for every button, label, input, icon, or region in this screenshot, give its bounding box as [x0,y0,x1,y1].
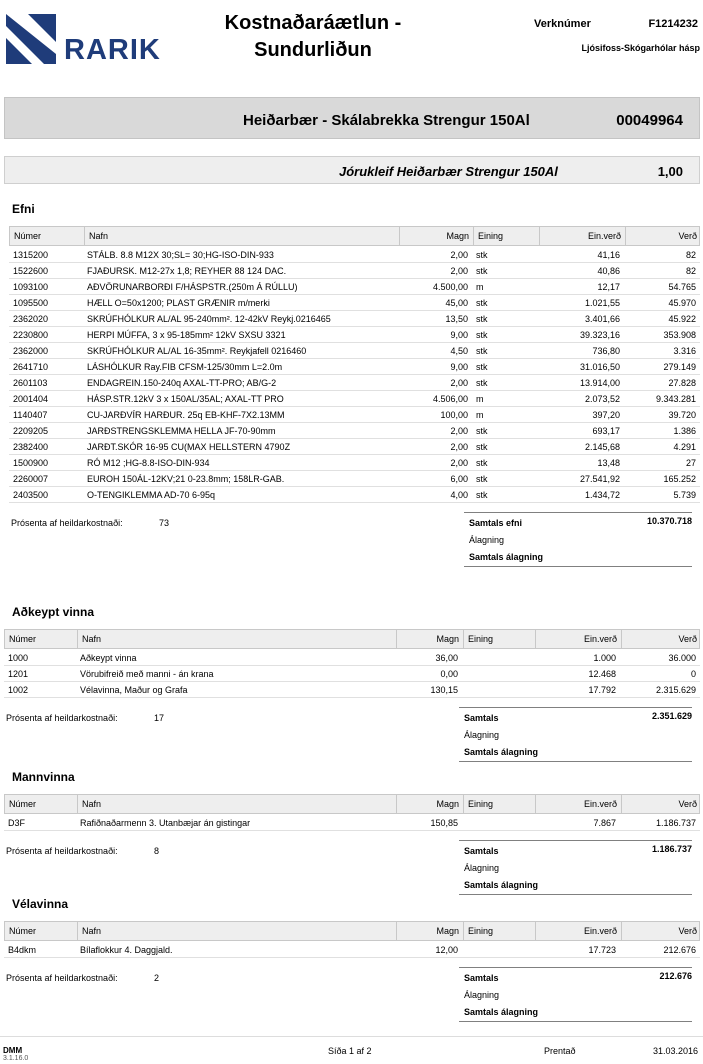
table-cell: 4.506,00 [432,394,468,404]
table-cell: 27.828 [668,378,696,388]
velavinna-total-line-bottom [459,1021,692,1022]
efni-samtals-alagning-label: Samtals álagning [469,552,544,562]
table-cell: 212.676 [663,945,696,955]
column-header: Númer [14,231,42,241]
table-cell: 2.145,68 [584,442,620,452]
table-cell: 1002 [8,685,29,695]
subproject-band-title: Jórukleif Heiðarbær Strengur 150Al [339,164,558,179]
table-cell: Vörubifreið með manni - án krana [80,669,214,679]
document-title [208,10,418,64]
table-cell: STÁLB. 8.8 M12X 30;SL= 30;HG-ISO-DIN-933 [87,250,274,260]
column-header: Magn [396,922,463,940]
table-cell: 39.720 [668,410,696,420]
mannvinna-percent-label: Prósenta af heildarkostnaði: [6,846,118,856]
efni-total-line-bottom [464,566,692,567]
table-cell: 2382400 [13,442,49,452]
adkeypt-total-line [459,707,692,708]
column-header: Númer [9,634,37,644]
table-cell: 41,16 [597,250,620,260]
adkeypt-percent-value: 17 [154,713,165,723]
project-band [4,97,700,139]
table-cell: 1522600 [13,266,49,276]
table-cell: 45.922 [668,314,696,324]
mannvinna-total-line-bottom [459,894,692,895]
mannvinna-total-value: 1.186.737 [651,844,692,854]
column-header: Númer [9,926,37,936]
adkeypt-total-value: 2.351.629 [651,711,692,721]
table-cell: stk [476,250,488,260]
adkeypt-samtals-alagning-label: Samtals álagning [464,747,539,757]
table-cell: stk [476,346,488,356]
table-cell: stk [476,458,488,468]
table-row [9,456,700,471]
table-cell: 82 [685,250,696,260]
column-header: Nafn [77,630,396,648]
table-cell: 45,00 [445,298,468,308]
table-cell: stk [476,378,488,388]
efni-total-line [464,512,692,513]
adkeypt-section-title: Aðkeypt vinna [12,605,95,619]
footer-page: Síða 1 af 2 [328,1046,372,1056]
column-header: Eining [463,630,535,648]
table-cell: HERPI MÚFFA, 3 x 95-185mm² 12kV SXSU 3321 [87,330,286,340]
table-cell: 4.291 [673,442,696,452]
table-cell: 1093100 [13,282,49,292]
table-cell: 1500900 [13,458,49,468]
mannvinna-percent-value: 8 [154,846,160,856]
table-cell: 17.723 [588,945,616,955]
table-cell: 4.500,00 [432,282,468,292]
table-cell: 1.000 [593,653,616,663]
velavinna-total-label: Samtals [464,973,499,983]
table-cell: 45.970 [668,298,696,308]
mannvinna-samtals-alagning-label: Samtals álagning [464,880,539,890]
table-cell: 130,15 [430,685,458,695]
table-row [4,943,700,958]
table-cell: D3F [8,818,26,828]
table-cell: Vélavinna, Maður og Grafa [80,685,188,695]
table-cell: 12,00 [435,945,458,955]
table-cell: 1.186.737 [655,818,696,828]
table-row [9,344,700,359]
table-cell: 150,85 [430,818,458,828]
velavinna-total-value: 212.676 [659,971,692,981]
table-cell: ENDAGREIN.150-240q AXAL-TT-PRO; AB/G-2 [87,378,277,388]
table-cell: 2,00 [450,426,468,436]
table-cell: 1.021,55 [584,298,620,308]
efni-table-header [9,226,700,246]
column-header: Magn [399,227,473,245]
table-cell: JARÐT.SKÓR 16-95 CU(MAX HELLSTERN 4790Z [87,442,291,452]
table-row [9,360,700,375]
table-cell: 2,00 [450,266,468,276]
table-cell: m [476,410,484,420]
column-header: Ein.verð [539,227,625,245]
table-cell: 2403500 [13,490,49,500]
table-row [9,472,700,487]
mannvinna-alagning-label: Álagning [464,863,500,873]
table-cell: 9,00 [450,330,468,340]
column-header: Eining [463,922,535,940]
column-header: Verð [621,795,701,813]
table-cell: 4,50 [450,346,468,356]
table-row [9,408,700,423]
table-cell: 2,00 [450,458,468,468]
column-header: Númer [9,799,37,809]
footer-dmm: DMM [3,1046,23,1055]
table-row [9,376,700,391]
velavinna-table-header [4,921,700,941]
table-cell: SKRÚFHÓLKUR AL/AL 16-35mm². Reykjafell 0216460 [87,346,307,356]
adkeypt-table-header [4,629,700,649]
table-cell: EUROH 150ÁL-12KV;21 0-23.8mm; 158LR-GAB. [87,474,285,484]
table-cell: stk [476,330,488,340]
table-cell: 36,00 [435,653,458,663]
table-cell: stk [476,362,488,372]
table-cell: 7.867 [593,818,616,828]
column-header: Nafn [77,795,396,813]
table-cell: stk [476,314,488,324]
table-cell: 13,48 [597,458,620,468]
table-row [4,816,700,831]
rarik-logo [6,14,176,66]
table-cell: 2001404 [13,394,49,404]
column-header: Ein.verð [535,795,621,813]
column-header: Verð [621,922,701,940]
table-cell: 5.739 [673,490,696,500]
table-row [9,488,700,503]
velavinna-percent-value: 2 [154,973,160,983]
project-band-number: 00049964 [616,112,683,129]
column-header: Nafn [77,922,396,940]
table-cell: RÓ M12 ;HG-8.8-ISO-DIN-934 [87,458,210,468]
verknumer-label: Verknúmer [534,18,591,30]
table-cell: B4dkm [8,945,37,955]
table-cell: Bílaflokkur 4. Daggjald. [80,945,173,955]
mannvinna-total-label: Samtals [464,846,499,856]
column-header: Eining [473,227,539,245]
table-cell: 6,00 [450,474,468,484]
table-cell: 353.908 [663,330,696,340]
table-cell: 13.914,00 [579,378,620,388]
table-cell: 3.401,66 [584,314,620,324]
efni-total-value: 10.370.718 [646,516,692,526]
table-cell: stk [476,426,488,436]
table-cell: 82 [685,266,696,276]
table-cell: 54.765 [668,282,696,292]
column-header: Magn [396,630,463,648]
table-row [9,312,700,327]
project-name: Ljósifoss-Skógarhólar hásp [581,43,700,53]
adkeypt-alagning-label: Álagning [464,730,500,740]
table-row [4,683,700,698]
efni-total-label: Samtals efni [469,518,523,528]
velavinna-total-line [459,967,692,968]
table-cell: 2641710 [13,362,49,372]
table-cell: 3.316 [673,346,696,356]
table-cell: 31.016,50 [579,362,620,372]
table-cell: 736,80 [592,346,620,356]
table-cell: m [476,394,484,404]
table-cell: Aðkeypt vinna [80,653,137,663]
table-row [9,440,700,455]
table-cell: 693,17 [592,426,620,436]
table-cell: 279.149 [663,362,696,372]
document-title-line2: Sundurliðun [254,39,372,61]
table-cell: m [476,282,484,292]
table-row [9,280,700,295]
table-cell: 165.252 [663,474,696,484]
table-cell: stk [476,298,488,308]
table-cell: CU-JARÐVÍR HARÐUR. 25q EB-KHF-7X2.13MM [87,410,285,420]
footer-divider [0,1036,703,1037]
table-cell: 27.541,92 [579,474,620,484]
table-cell: stk [476,266,488,276]
velavinna-samtals-alagning-label: Samtals álagning [464,1007,539,1017]
table-cell: SKRÚFHÓLKUR AL/AL 95-240mm². 12-42kV Reykj.0216465 [87,314,331,324]
table-row [9,392,700,407]
table-cell: 2,00 [450,250,468,260]
table-cell: O-TENGIKLEMMA AD-70 6-95q [87,490,216,500]
table-cell: 27 [685,458,696,468]
verknumer-value: F1214232 [648,18,698,30]
table-cell: LÁSHÓLKUR Ray.FIB CFSM-125/30mm L=2.0m [87,362,283,372]
table-cell: 12,17 [597,282,620,292]
table-cell: 1095500 [13,298,49,308]
project-band-title: Heiðarbær - Skálabrekka Strengur 150Al [243,112,530,129]
table-cell: Rafiðnaðarmenn 3. Utanbæjar án gistingar [80,818,251,828]
table-cell [462,667,534,682]
adkeypt-percent-label: Prósenta af heildarkostnaði: [6,713,118,723]
table-cell: 2,00 [450,442,468,452]
table-cell: 40,86 [597,266,620,276]
efni-percent-value: 73 [159,518,170,528]
footer-date: 31.03.2016 [652,1046,698,1056]
table-cell: HÁSP.STR.12kV 3 x 150AL/35AL; AXAL-TT PRO [87,394,284,404]
table-cell: stk [476,442,488,452]
table-cell: 1.386 [673,426,696,436]
table-cell: 2260007 [13,474,49,484]
table-cell: 12.468 [588,669,616,679]
table-cell: 2362000 [13,346,49,356]
subproject-band-value: 1,00 [657,164,683,179]
table-cell: 2362020 [13,314,49,324]
table-cell: 13,50 [445,314,468,324]
efni-alagning-label: Álagning [469,535,505,545]
logo-text: RARIK [64,34,161,66]
table-row [9,248,700,263]
table-cell: 39.323,16 [579,330,620,340]
table-cell: HÆLL O=50x1200; PLAST GRÆNIR m/merki [87,298,270,308]
table-cell: 2.073,52 [584,394,620,404]
column-header: Ein.verð [535,922,621,940]
mannvinna-total-line [459,840,692,841]
column-header: Magn [396,795,463,813]
table-cell: stk [476,490,488,500]
table-row [4,651,700,666]
table-cell: 4,00 [450,490,468,500]
column-header: Nafn [84,227,399,245]
footer-version: 3.1.16.0 [3,1055,29,1062]
table-cell [462,943,534,958]
table-cell: 2.315.629 [655,685,696,695]
table-cell [462,651,534,666]
table-cell: 1.434,72 [584,490,620,500]
table-cell: stk [476,474,488,484]
table-row [9,296,700,311]
velavinna-alagning-label: Álagning [464,990,500,1000]
mannvinna-table-header [4,794,700,814]
velavinna-percent-label: Prósenta af heildarkostnaði: [6,973,118,983]
table-cell: 0 [690,669,696,679]
table-cell: AÐVÖRUNARBORÐI F/HÁSPSTR.(250m Á RÚLLU) [87,282,298,292]
column-header: Ein.verð [535,630,621,648]
rarik-logo-icon [6,14,56,64]
subproject-band [4,156,700,184]
table-cell: FJAÐURSK. M12-27x 1,8; REYHER 88 124 DAC. [87,266,287,276]
table-cell: 0,00 [440,669,458,679]
document-title-line1: Kostnaðaráætlun - [224,12,402,34]
adkeypt-total-label: Samtals [464,713,499,723]
table-cell: 2230800 [13,330,49,340]
adkeypt-total-line-bottom [459,761,692,762]
table-cell: 2209205 [13,426,49,436]
table-cell: 9,00 [450,362,468,372]
efni-section-title: Efni [12,202,35,216]
table-row [9,264,700,279]
table-row [4,667,700,682]
column-header: Verð [621,630,701,648]
table-cell: 9.343.281 [655,394,696,404]
table-row [9,424,700,439]
efni-percent-label: Prósenta af heildarkostnaði: [11,518,123,528]
table-cell: 1140407 [13,410,48,420]
table-cell: 2601103 [13,378,48,388]
table-cell: 1315200 [13,250,49,260]
mannvinna-section-title: Mannvinna [12,770,75,784]
footer-printed-label: Prentað [544,1046,576,1056]
table-cell: JARÐSTRENGSKLEMMA HELLA JF-70-90mm [87,426,276,436]
table-cell [462,683,534,698]
table-cell: 397,20 [592,410,620,420]
table-cell: 1201 [8,669,29,679]
column-header: Eining [463,795,535,813]
velavinna-section-title: Vélavinna [12,897,69,911]
table-cell [462,816,534,831]
table-row [9,328,700,343]
table-cell: 36.000 [668,653,696,663]
table-cell: 100,00 [440,410,468,420]
table-cell: 2,00 [450,378,468,388]
column-header: Verð [625,227,701,245]
table-cell: 17.792 [588,685,616,695]
table-cell: 1000 [8,653,29,663]
